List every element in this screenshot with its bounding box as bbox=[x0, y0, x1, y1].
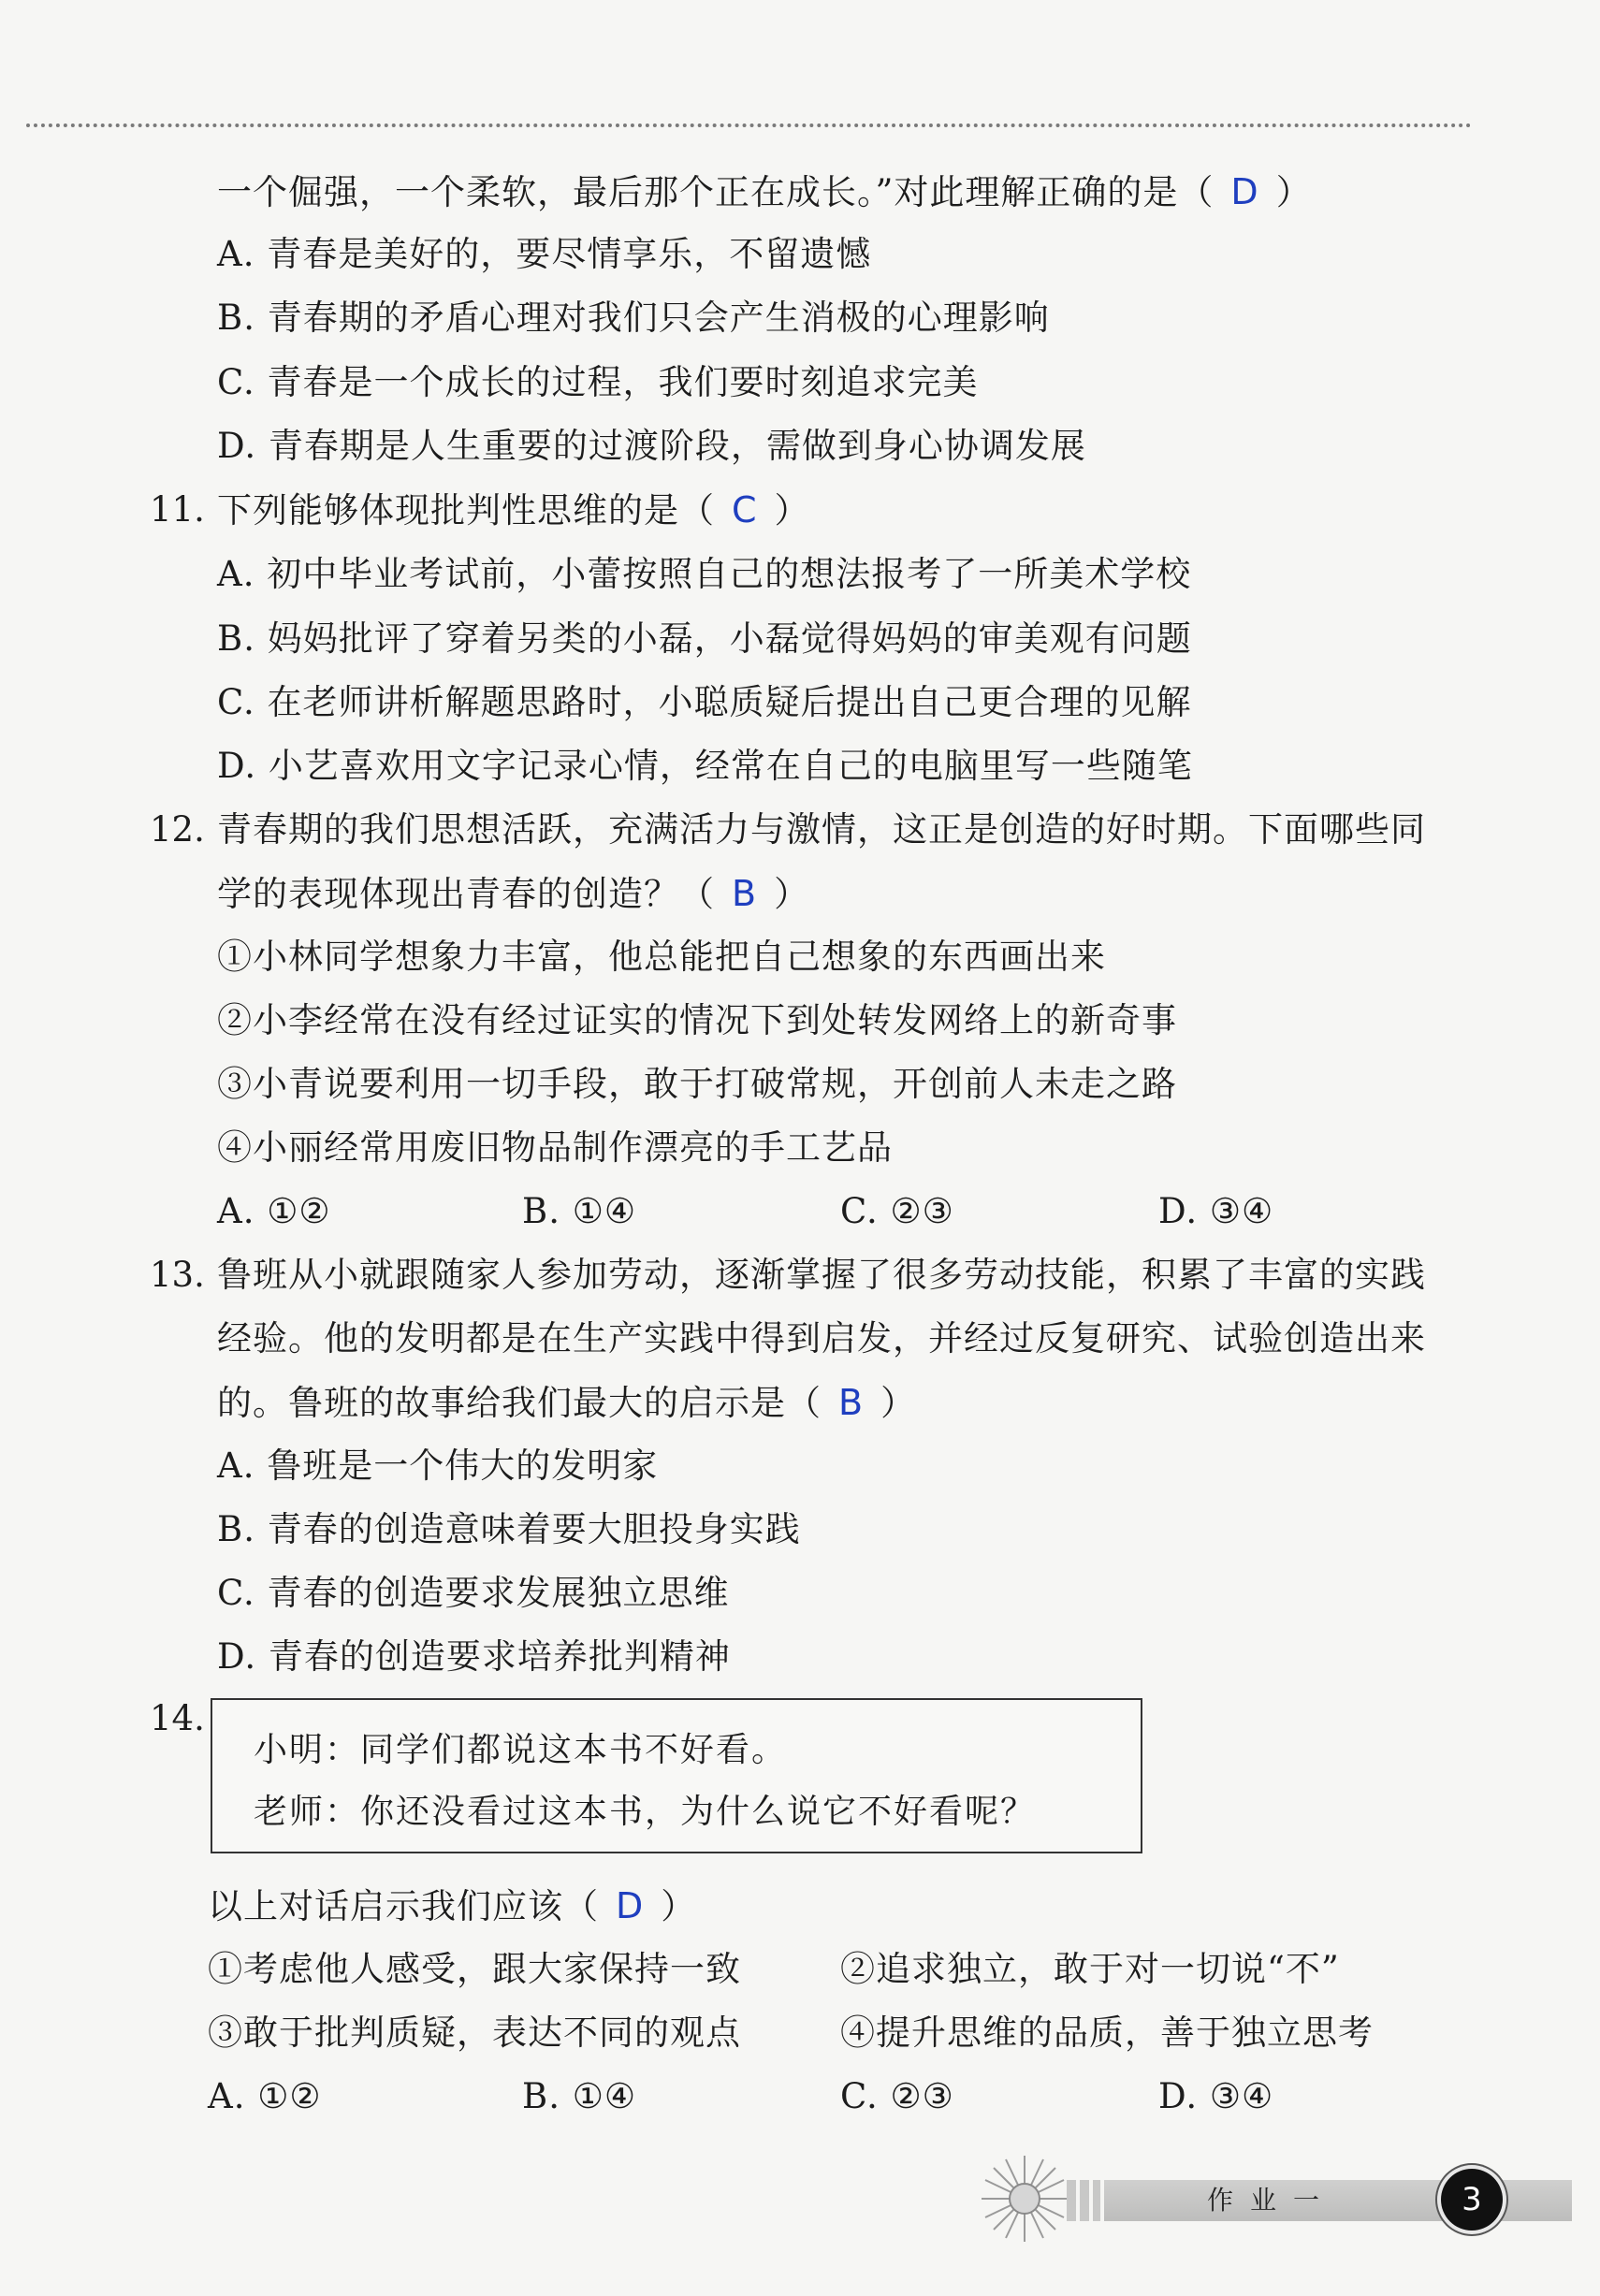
q13-number: 13. bbox=[150, 1255, 205, 1295]
q13-stem-line3 bbox=[217, 1379, 916, 1427]
sun-icon bbox=[978, 2152, 1071, 2245]
q11-number: 11. bbox=[150, 489, 205, 530]
q10-option-a: A. 青春是美好的，要尽情享乐，不留遗憾 bbox=[217, 234, 872, 274]
q11-stem bbox=[217, 487, 810, 534]
q12-statement-2: ②小李经常在没有经过证实的情况下到处转发网络上的新奇事 bbox=[217, 1000, 1177, 1040]
q14-close: ） bbox=[661, 1886, 697, 1926]
q10-close: ） bbox=[1275, 172, 1312, 212]
q13-option-d: D. 青春的创造要求培养批判精神 bbox=[217, 1636, 731, 1677]
q11-option-b: B. 妈妈批评了穿着另类的小磊，小磊觉得妈妈的审美观有问题 bbox=[217, 618, 1192, 659]
q13-answer: B bbox=[838, 1382, 865, 1423]
q11-answer: C bbox=[732, 489, 758, 530]
q14-dialog-box bbox=[211, 1698, 1142, 1853]
q14-choice-d: D. ③④ bbox=[1158, 2076, 1274, 2116]
q13-stem-text: 的。鲁班的故事给我们最大的启示是（ bbox=[217, 1383, 822, 1423]
q12-statement-1: ①小林同学想象力丰富，他总能把自己想象的东西画出来 bbox=[217, 937, 1106, 977]
q14-statement-3: ③敢于批判质疑，表达不同的观点 bbox=[208, 2013, 741, 2053]
q12-statement-3: ③小青说要利用一切手段，敢于打破常规，开创前人未走之路 bbox=[217, 1064, 1177, 1104]
q14-statement-1: ①考虑他人感受，跟大家保持一致 bbox=[208, 1949, 741, 1989]
q10-option-c: C. 青春是一个成长的过程，我们要时刻追求完美 bbox=[217, 362, 979, 402]
q11-option-a: A. 初中毕业考试前，小蕾按照自己的想法报考了一所美术学校 bbox=[217, 554, 1192, 594]
q12-choice-d: D. ③④ bbox=[1158, 1191, 1274, 1231]
q11-close: ） bbox=[774, 490, 810, 530]
footer-label: 作业一 bbox=[1207, 2185, 1337, 2216]
q10-option-d: D. 青春期是人生重要的过渡阶段，需做到身心协调发展 bbox=[217, 426, 1086, 466]
q11-option-d: D. 小艺喜欢用文字记录心情，经常在自己的电脑里写一些随笔 bbox=[217, 746, 1193, 786]
q11-stem-text: 下列能够体现批判性思维的是（ bbox=[217, 490, 715, 530]
q13-option-a: A. 鲁班是一个伟大的发明家 bbox=[217, 1446, 659, 1486]
q12-choice-a: A. ①② bbox=[217, 1191, 331, 1231]
q14-choice-c: C. ②③ bbox=[840, 2076, 954, 2116]
q12-stem-line1: 青春期的我们思想活跃，充满活力与激情，这正是创造的好时期。下面哪些同 bbox=[217, 809, 1426, 850]
q14-number: 14. bbox=[150, 1698, 205, 1738]
q13-option-b: B. 青春的创造意味着要大胆投身实践 bbox=[217, 1509, 801, 1549]
q10-stem bbox=[217, 168, 1312, 216]
q10-stem-text: 一个倔强，一个柔软，最后那个正在成长。”对此理解正确的是（ bbox=[217, 172, 1215, 212]
q11-option-c: C. 在老师讲析解题思路时，小聪质疑后提出自己更合理的见解 bbox=[217, 682, 1192, 722]
q12-stem-text: 学的表现体现出青春的创造？（ bbox=[217, 874, 715, 914]
q14-answer: D bbox=[616, 1885, 645, 1926]
q12-choice-c: C. ②③ bbox=[840, 1191, 954, 1231]
q14-statement-2: ②追求独立，敢于对一切说“不” bbox=[840, 1949, 1340, 1989]
q13-stem-line2: 经验。他的发明都是在生产实践中得到启发，并经过反复研究、试验创造出来 bbox=[217, 1318, 1426, 1359]
q14-statement-4: ④提升思维的品质，善于独立思考 bbox=[840, 2013, 1374, 2053]
header-dotted-rule bbox=[26, 124, 1472, 127]
q14-stem-text: 以上对话启示我们应该（ bbox=[208, 1886, 599, 1926]
q12-statement-4: ④小丽经常用废旧物品制作漂亮的手工艺品 bbox=[217, 1127, 893, 1168]
q14-dialog-line-2: 老师：你还没看过这本书，为什么说它不好看呢？ bbox=[254, 1793, 1037, 1831]
q13-option-c: C. 青春的创造要求发展独立思维 bbox=[217, 1573, 730, 1613]
q13-stem-line1: 鲁班从小就跟随家人参加劳动，逐渐掌握了很多劳动技能，积累了丰富的实践 bbox=[217, 1255, 1426, 1295]
q12-choice-b: B. ①④ bbox=[522, 1191, 637, 1231]
q10-option-b: B. 青春期的矛盾心理对我们只会产生消极的心理影响 bbox=[217, 298, 1050, 338]
q14-choice-b: B. ①④ bbox=[522, 2076, 637, 2116]
q14-dialog-line-1: 小明：同学们都说这本书不好看。 bbox=[254, 1731, 788, 1769]
q14-stem bbox=[208, 1882, 696, 1930]
q10-answer: D bbox=[1230, 171, 1259, 212]
page-number-badge: 3 bbox=[1441, 2169, 1503, 2231]
q12-close: ） bbox=[774, 874, 810, 914]
q14-choice-a: A. ①② bbox=[208, 2076, 322, 2116]
q12-answer: B bbox=[732, 873, 758, 914]
q12-number: 12. bbox=[150, 809, 205, 850]
footer-dots bbox=[1067, 2180, 1100, 2221]
q12-stem-line2 bbox=[217, 870, 809, 918]
q13-close: ） bbox=[880, 1383, 917, 1423]
